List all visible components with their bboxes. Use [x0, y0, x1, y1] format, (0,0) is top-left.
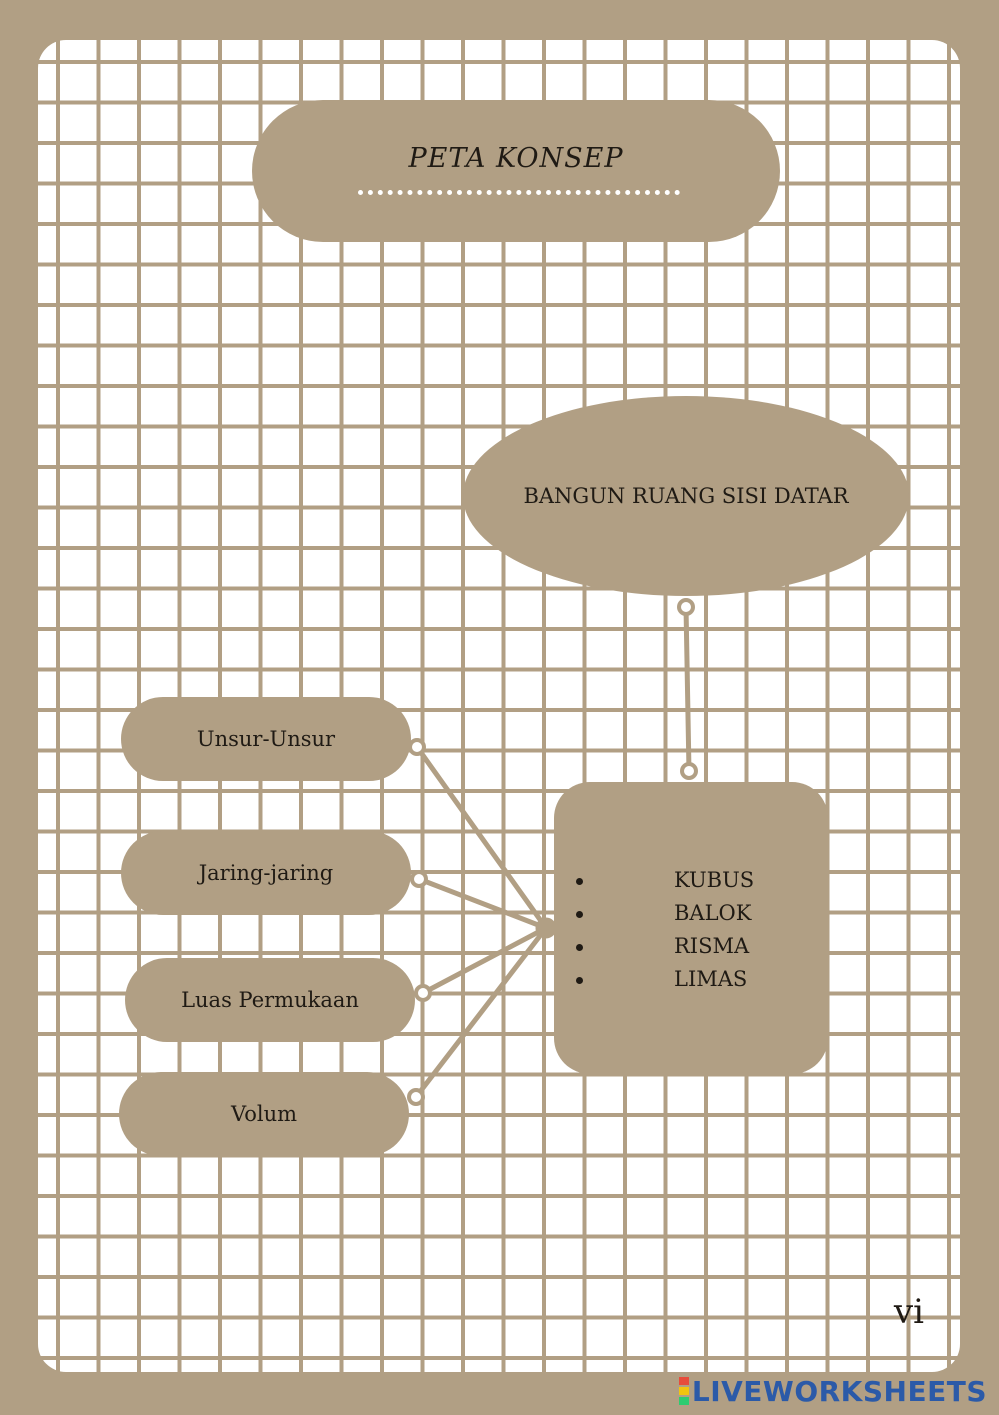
central-topic-node	[463, 396, 909, 596]
subtopic-node-jaring	[121, 831, 411, 915]
connector-end-jaring	[412, 872, 426, 886]
liveworksheets-logo-icon	[679, 1376, 689, 1406]
shapes-list-box	[554, 782, 828, 1074]
title-dotted-underline	[358, 190, 680, 195]
connector-end-central	[679, 600, 693, 614]
connector-hub	[538, 920, 554, 936]
bullet-icon	[576, 911, 583, 918]
subtopic-label: Volum	[230, 1102, 298, 1126]
connector-end-luas	[416, 986, 430, 1000]
watermark-text: LIVEWORKSHEETS	[691, 1374, 987, 1408]
subtopic-node-unsur	[121, 697, 411, 781]
subtopic-node-luas	[125, 958, 415, 1042]
connector-luas	[423, 928, 546, 993]
subtopic-label: Luas Permukaan	[181, 988, 359, 1012]
connector-end-volum	[409, 1090, 423, 1104]
connector-end-list	[682, 764, 696, 778]
central-topic-label: BANGUN RUANG SISI DATAR	[523, 484, 849, 508]
list-item: BALOK	[554, 897, 828, 930]
shapes-list	[554, 864, 828, 996]
list-item: RISMA	[554, 930, 828, 963]
title-pill	[252, 100, 780, 242]
connector-volum	[416, 928, 546, 1097]
subtopic-label: Jaring-jaring	[198, 861, 334, 885]
liveworksheets-watermark[interactable]	[679, 1372, 987, 1410]
bullet-icon	[576, 977, 583, 984]
page-number: vi	[893, 1292, 924, 1332]
bullet-icon	[576, 878, 583, 885]
list-item: KUBUS	[554, 864, 828, 897]
connector-end-unsur	[410, 740, 424, 754]
list-item: LIMAS	[554, 963, 828, 996]
connector-central-to-list	[686, 607, 689, 771]
subtopic-node-volum	[119, 1072, 409, 1156]
page-title: PETA KONSEP	[408, 143, 624, 174]
subtopic-label: Unsur-Unsur	[196, 727, 336, 751]
bullet-icon	[576, 944, 583, 951]
